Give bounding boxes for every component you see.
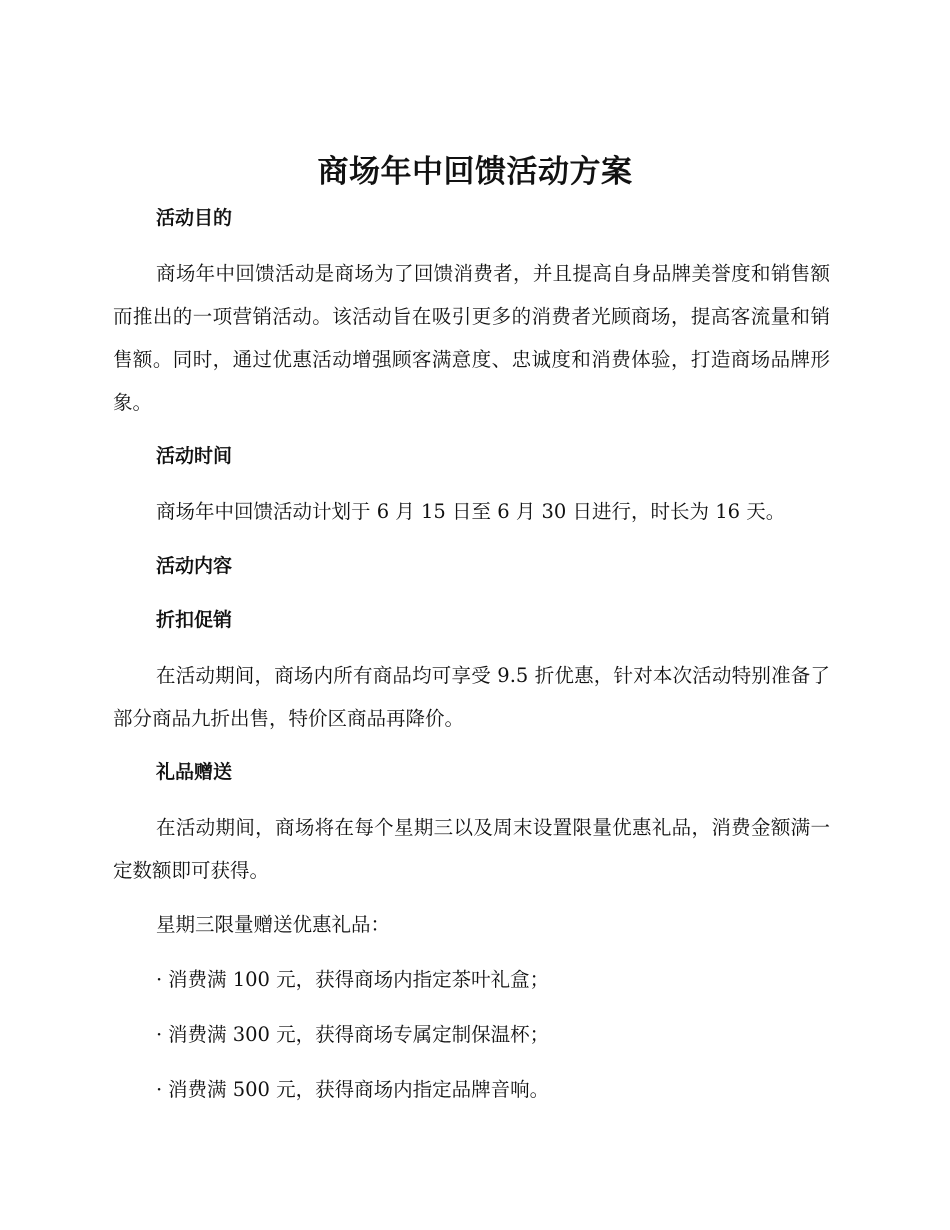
bullet-text: 消费满 300 元，获得商场专属定制保温杯； — [168, 1023, 550, 1046]
bullet-text: 消费满 500 元，获得商场内指定品牌音响。 — [168, 1078, 550, 1101]
heading-content: 活动内容 — [156, 555, 233, 577]
paragraph-gift: 在活动期间，商场将在每个星期三以及周末设置限量优惠礼品，消费金额满一定数额即可获得。 — [113, 816, 830, 882]
bullet-text: 消费满 100 元，获得商场内指定茶叶礼盒； — [168, 968, 550, 991]
heading-purpose: 活动目的 — [156, 207, 233, 229]
heading-gift: 礼品赠送 — [156, 761, 233, 783]
document-title: 商场年中回馈活动方案 — [317, 154, 633, 190]
bullet-icon: · — [156, 968, 163, 991]
paragraph-purpose: 商场年中回馈活动是商场为了回馈消费者，并且提高自身品牌美誉度和销售额而推出的一项营销活动。该活动旨在吸引更多的消费者光顾商场，提高客流量和销售额。同时，通过优惠活动增强顾客满意度、忠诚度和消费体验，打造商场品牌形象。 — [113, 262, 830, 414]
bullet-icon: · — [156, 1078, 163, 1101]
paragraph-discount: 在活动期间，商场内所有商品均可享受 9.5 折优惠，针对本次活动特别准备了部分商品九折出售，特价区商品再降价。 — [113, 664, 830, 730]
paragraph-time: 商场年中回馈活动计划于 6 月 15 日至 6 月 30 日进行，时长为 16 天。 — [156, 500, 786, 523]
heading-time: 活动时间 — [156, 445, 233, 467]
list-item — [113, 1013, 873, 1056]
list-item — [113, 1068, 873, 1111]
wednesday-gift-label: 星期三限量赠送优惠礼品： — [156, 913, 391, 936]
heading-discount: 折扣促销 — [156, 609, 233, 631]
bullet-icon: · — [156, 1023, 163, 1046]
list-item — [113, 958, 873, 1001]
